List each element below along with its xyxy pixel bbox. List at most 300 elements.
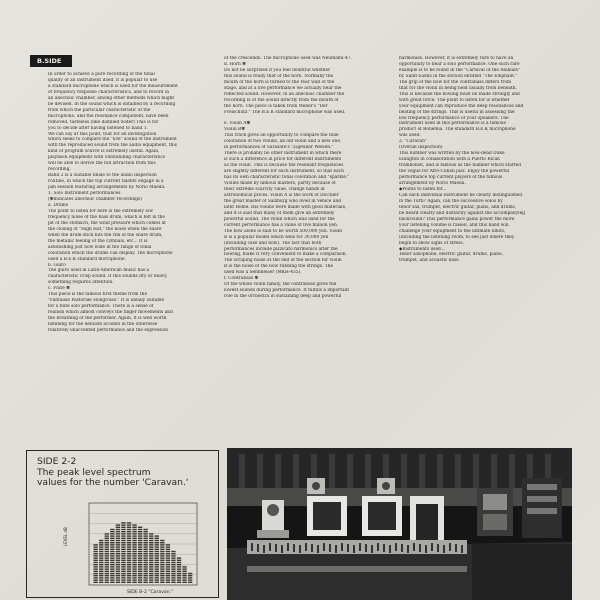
text-line: c. Flute ✽ <box>48 286 70 292</box>
spectrum-segment <box>110 540 114 541</box>
spectrum-segment <box>166 577 170 578</box>
spectrum-segment <box>160 568 164 569</box>
spectrum-segment <box>127 582 131 583</box>
spectrum-segment <box>127 564 131 565</box>
spectrum-segment <box>99 582 103 583</box>
text-line: tenor sax, trumpet, electric guitar, piano, and drums, <box>399 204 517 210</box>
text-line: e. Violin A✽ <box>224 121 251 127</box>
spectrum-segment <box>155 564 159 565</box>
console-fader <box>347 544 349 552</box>
spectrum-segment <box>105 533 109 534</box>
spectrum-segment <box>110 568 114 569</box>
spectrum-segment <box>132 582 136 583</box>
spectrum-segment <box>144 560 148 561</box>
text-line: with great force. The point to listen for is whether <box>399 97 510 103</box>
spectrum-segment <box>138 560 142 561</box>
spectrum-segment <box>121 560 125 561</box>
spectrum-segment <box>99 568 103 569</box>
spectrum-segment <box>127 575 131 576</box>
spectrum-segment <box>132 560 136 561</box>
text-line: playback equipment with outstanding characteristics <box>48 155 166 161</box>
spectrum-segment <box>138 546 142 547</box>
spectrum-segment <box>149 575 153 576</box>
spectrum-segment <box>144 579 148 580</box>
console-fader <box>425 545 427 553</box>
spectrum-segment <box>177 568 181 569</box>
spectrum-segment <box>110 535 114 536</box>
spectrum-segment <box>166 573 170 574</box>
panel-title-line2: The peak level spectrum <box>37 466 151 478</box>
spectrum-segment <box>99 560 103 561</box>
text-line: Violin B✽ <box>224 127 245 133</box>
spectrum-segment <box>160 542 164 543</box>
spectrum-segment <box>149 551 153 552</box>
spectrum-segment <box>155 544 159 545</box>
spectrum-segment <box>99 549 103 550</box>
spectrum-segment <box>105 549 109 550</box>
spectrum-segment <box>166 562 170 563</box>
text-line: has its own characteristic tonal coloration and "sparkle." <box>224 175 350 181</box>
text-line: coloration which the drums can display. The microphone <box>48 250 173 256</box>
spectrum-segment <box>160 571 164 572</box>
text-line: arrangement by Norio Maeda. <box>399 181 466 187</box>
text-line: relatively unaccented performance and the expression <box>48 327 169 333</box>
spectrum-segment <box>99 575 103 576</box>
spectrum-segment <box>155 573 159 574</box>
console-fader <box>329 544 331 552</box>
spectrum-segment <box>144 564 148 565</box>
spectrum-segment <box>105 560 109 561</box>
console-fader <box>359 543 361 551</box>
console-fader <box>371 545 373 553</box>
text-line: with the reproduced sound from the audio equipment, this <box>48 143 178 149</box>
text-line: microphone, and the resonance component, have been <box>48 113 169 119</box>
spectrum-segment <box>121 577 125 578</box>
spectrum-segment <box>138 579 142 580</box>
text-line: This track gives an opportunity to compare the tone <box>224 133 339 139</box>
text-line: used a B.E.K standard microphone. <box>48 256 126 262</box>
spectrum-segment <box>188 579 192 580</box>
spectrum-segment <box>171 560 175 561</box>
spectrum-segment <box>138 564 142 565</box>
spectrum-segment <box>116 582 120 583</box>
text-line: In order to achieve a pure recording of the tonal <box>48 72 155 77</box>
spectrum-segment <box>182 573 186 574</box>
graph-caption: SIDE B-2 "Caravan." <box>127 590 174 595</box>
text-line: recording is of the sound directly from the mouth of <box>224 97 339 103</box>
spectrum-segment <box>121 579 125 580</box>
spectrum-segment <box>132 564 136 565</box>
spectrum-segment <box>132 535 136 536</box>
spectrum-segment <box>149 566 153 567</box>
spectrum-segment <box>99 546 103 547</box>
spectrum-segment <box>149 553 153 554</box>
spectrum-segment <box>99 544 103 545</box>
spectrum-segment <box>132 553 136 554</box>
console-fader <box>263 545 265 553</box>
spectrum-segment <box>155 575 159 576</box>
text-line: the great master of Salzburg who lived in Venice and <box>224 198 341 204</box>
spectrum-segment <box>155 562 159 563</box>
spectrum-segment <box>149 544 153 545</box>
spectrum-segment <box>127 555 131 556</box>
text-line: recording. <box>48 167 71 173</box>
spectrum-segment <box>127 544 131 545</box>
text-line: your equipment can reproduce the deep resonances and <box>399 103 524 109</box>
spectrum-segment <box>138 544 142 545</box>
console-fader <box>275 544 277 552</box>
spectrum-segment <box>171 568 175 569</box>
console-fader <box>413 543 415 551</box>
text-line: The scraping noise at the end of the section for violin <box>224 258 342 264</box>
spectrum-segment <box>121 553 125 554</box>
spectrum-segment <box>166 544 170 545</box>
console-fader <box>407 545 409 553</box>
text-line: Do not be surprised if you feel doubtful whether <box>224 67 331 73</box>
console-fader <box>377 543 379 551</box>
text-line: is such a difference in price for different instruments <box>224 157 342 163</box>
spectrum-segment <box>116 544 120 545</box>
spectrum-segment <box>155 549 159 550</box>
text-line: realism which almost conveys the finger movements and <box>48 310 173 316</box>
text-line: f. Contrabass ✽ <box>224 276 259 282</box>
spectrum-segment <box>144 549 148 550</box>
console-fader <box>323 543 325 551</box>
spectrum-segment <box>138 531 142 532</box>
spectrum-segment <box>116 527 120 528</box>
spectrum-segment <box>138 549 142 550</box>
spectrum-segment <box>99 562 103 563</box>
spectrum-segment <box>110 533 114 534</box>
spectrum-segment <box>166 555 170 556</box>
spectrum-segment <box>121 529 125 530</box>
spectrum-segment <box>138 540 142 541</box>
spectrum-segment <box>110 531 114 532</box>
spectrum-segment <box>177 571 181 572</box>
spectrum-segment <box>144 542 148 543</box>
text-line: The grip of the bow for the contrabass differs from <box>399 79 512 85</box>
spectrum-segment <box>116 555 120 556</box>
panel-title-line1: SIDE 2-2 <box>37 456 77 467</box>
spectrum-segment <box>138 551 142 552</box>
spectrum-segment <box>110 566 114 567</box>
console-fader <box>365 544 367 552</box>
spectrum-segment <box>121 522 125 523</box>
spectrum-segment <box>105 568 109 569</box>
text-line: lowest sounds during performance. It fulfills a important <box>224 288 350 294</box>
graph-y-label: LEVEL dB <box>63 527 68 546</box>
spectrum-segment <box>132 571 136 572</box>
console-fader <box>449 543 451 551</box>
text-line: d. Horn ✽ <box>224 61 246 67</box>
spectrum-segment <box>116 564 120 565</box>
spectrum-segment <box>177 579 181 580</box>
spectrum-segment <box>171 557 175 558</box>
spectrum-segment <box>116 575 120 576</box>
spectrum-segment <box>99 571 103 572</box>
text-line: We can say at this point, that for an investigation <box>48 131 157 137</box>
text-line: used was a Sennheiser (MKH-435). <box>224 270 302 276</box>
spectrum-segment <box>144 566 148 567</box>
text-line: which seeks to compare the "live" sound of the instrument <box>48 137 177 143</box>
spectrum-segment <box>94 562 98 563</box>
spectrum-segment <box>127 562 131 563</box>
spectrum-segment <box>105 582 109 583</box>
console-fader <box>299 545 301 553</box>
spectrum-segment <box>149 549 153 550</box>
text-line: of the crescendo. The microphone used was Neumann-47. <box>224 56 352 61</box>
text-line: this sound is really that of the horn. Normally the <box>224 73 334 79</box>
spectrum-segment <box>110 573 114 574</box>
text-line: something requires attention. <box>48 280 114 286</box>
text-line: ◆Instruments used... <box>399 246 445 252</box>
text-line: b. Guiro <box>48 262 66 268</box>
text-line: backround? This performance gains power the more <box>399 216 515 222</box>
spectrum-segment <box>121 542 125 543</box>
console-fader <box>455 544 457 552</box>
spectrum-segment <box>138 573 142 574</box>
console-fader <box>395 543 397 551</box>
spectrum-segment <box>121 564 125 565</box>
text-line: Can each individual instrument be clearly distinguished <box>399 192 523 198</box>
spectrum-segment <box>132 557 136 558</box>
text-line: of frequency response characteristics, and to record in <box>48 89 170 95</box>
console-fader <box>461 545 463 553</box>
text-line: powerful sound. The violin which was used for the <box>224 216 335 222</box>
spectrum-segment <box>160 555 164 556</box>
text-line: the breathing of the performer. Again, it is well worth <box>48 316 167 322</box>
text-line: performances include pizzicato harmonics after the <box>224 246 338 252</box>
spectrum-segment <box>138 538 142 539</box>
spectrum-segment <box>138 557 142 558</box>
spectrum-segment <box>132 575 136 576</box>
text-line: reflected sound. However, in an anechoic chamber the <box>224 91 345 97</box>
spectrum-segment <box>105 555 109 556</box>
spectrum-segment <box>132 524 136 525</box>
text-line: your listening volume is raised, and this band will <box>399 222 509 228</box>
spectrum-segment <box>138 535 142 536</box>
spectrum-segment <box>94 564 98 565</box>
spectrum-segment <box>160 577 164 578</box>
spectrum-segment <box>94 566 98 567</box>
text-line: instrument used in this performance is a famous <box>399 121 506 127</box>
studio-photo <box>227 448 572 600</box>
console-fader <box>443 545 445 553</box>
spectrum-segment <box>177 582 181 583</box>
text-line: 1. Solo instrument performances <box>48 191 121 197</box>
spectrum-segment <box>138 582 142 583</box>
spectrum-segment <box>116 553 120 554</box>
spectrum-segment <box>99 564 103 565</box>
text-line: the horn. The piece is taken from Weber's "Der <box>224 103 328 109</box>
spectrum-segment <box>116 535 120 536</box>
spectrum-segment <box>127 553 131 554</box>
spectrum-segment <box>110 571 114 572</box>
spectrum-segment <box>171 564 175 565</box>
spectrum-segment <box>132 549 136 550</box>
spectrum-segment <box>127 568 131 569</box>
spectrum-segment <box>127 522 131 523</box>
spectrum-segment <box>127 531 131 532</box>
spectrum-segment <box>166 549 170 550</box>
console-fader <box>311 544 313 552</box>
spectrum-segment <box>105 540 109 541</box>
spectrum-segment <box>166 571 170 572</box>
text-line: (Overall inspection) <box>399 145 443 151</box>
spectrum-segment <box>105 538 109 539</box>
text-line: when the drum-stick hits the rim of the snare drum, <box>48 232 163 238</box>
console-fader <box>317 545 319 553</box>
spectrum-segment <box>177 564 181 565</box>
spectrum-segment <box>132 566 136 567</box>
spectrum-segment <box>110 529 114 530</box>
spectrum-segment <box>155 571 159 572</box>
spectrum-segment <box>138 527 142 528</box>
spectrum-segment <box>116 557 120 558</box>
spectrum-segment <box>177 557 181 558</box>
spectrum-segment <box>110 562 114 563</box>
spectrum-segment <box>110 538 114 539</box>
graph-grid <box>89 513 197 575</box>
text-column-3 <box>399 56 563 264</box>
spectrum-segment <box>127 551 131 552</box>
text-line: trombonist, and is famous as the number which started <box>399 163 521 169</box>
spectrum-segment <box>155 542 159 543</box>
text-line: (✽Indicates anechoic chamber recordings) <box>48 197 142 203</box>
spectrum-segment <box>121 575 125 576</box>
text-line: begin to show signs of stress. <box>399 240 464 246</box>
text-line: in performances of Sarasate's "Zigeuner Weisen." <box>224 145 334 151</box>
spectrum-segment <box>132 527 136 528</box>
spectrum-segment <box>144 551 148 552</box>
spectrum-segment <box>144 582 148 583</box>
text-line: in the Tutti? Again, can the successive solos by <box>399 198 503 204</box>
console-fader <box>269 543 271 551</box>
spectrum-segment <box>171 562 175 563</box>
spectrum-segment <box>149 571 153 572</box>
spectrum-segment <box>132 529 136 530</box>
text-line: stage, and at a live performance we actually hear the <box>224 85 342 91</box>
spectrum-segment <box>182 577 186 578</box>
spectrum-segment <box>138 562 142 563</box>
text-line: from which the particular characteristic of the <box>48 107 151 113</box>
spectrum-segment <box>94 582 98 583</box>
text-line: mouth of the horn is turned to the rear wall of the <box>224 79 335 85</box>
spectrum-segment <box>105 564 109 565</box>
text-line: you to decide after having listened to band 1. <box>48 125 148 131</box>
spectrum-segment <box>155 535 159 536</box>
spectrum-segment <box>116 546 120 547</box>
spectrum-segment <box>149 560 153 561</box>
spectrum-segment <box>105 562 109 563</box>
spectrum-segment <box>149 557 153 558</box>
spectrum-segment <box>127 573 131 574</box>
text-line: example is to be found in the "Carnival of the Animals" <box>399 67 520 73</box>
spectrum-segment <box>110 582 114 583</box>
spectrum-segment <box>171 577 175 578</box>
spectrum-segment <box>132 562 136 563</box>
console-fader <box>335 545 337 553</box>
spectrum-segment <box>116 551 120 552</box>
spectrum-segment <box>166 568 170 569</box>
spectrum-segment <box>116 568 120 569</box>
console-fader <box>251 543 253 551</box>
spectrum-segment <box>144 533 148 534</box>
spectrum-segment <box>127 560 131 561</box>
spectrum-segment <box>132 568 136 569</box>
spectrum-segment <box>182 582 186 583</box>
spectrum-segment <box>177 573 181 574</box>
spectrum-segment <box>171 555 175 556</box>
spectrum-segment <box>105 557 109 558</box>
spectrum-segment <box>188 577 192 578</box>
spectrum-segment <box>99 542 103 543</box>
spectrum-segment <box>155 566 159 567</box>
spectrum-segment <box>110 553 114 554</box>
text-line: jam session featuring arrangements by Norio Maeda. <box>48 185 166 191</box>
console-fader <box>389 545 391 553</box>
spectrum-segment <box>144 535 148 536</box>
spectrum-segment <box>144 544 148 545</box>
console-fader <box>431 543 433 551</box>
spectrum-segment <box>121 524 125 525</box>
spectrum-segment <box>160 562 164 563</box>
text-line: trumpet, and acoustic bass. <box>399 258 460 264</box>
spectrum-segment <box>116 579 120 580</box>
spectrum-segment <box>144 555 148 556</box>
spectrum-segment <box>160 549 164 550</box>
spectrum-segment <box>160 540 164 541</box>
spectrum-segment <box>144 575 148 576</box>
spectrum-segment <box>116 577 120 578</box>
spectrum-segment <box>127 538 131 539</box>
spectrum-segment <box>116 566 120 567</box>
spectrum-segment <box>132 546 136 547</box>
console-fader <box>293 544 295 552</box>
spectrum-segment <box>116 531 120 532</box>
text-line: kind of program source is extremely useful. Again, <box>48 149 160 155</box>
spectrum-segment <box>149 564 153 565</box>
text-line: bowing, make it very convenient to make a comparison. <box>224 252 347 258</box>
spectrum-segment <box>132 533 136 534</box>
spectrum-segment <box>166 579 170 580</box>
spectrum-segment <box>155 557 159 558</box>
spectrum-segment <box>127 571 131 572</box>
text-line: for a flute solo performance. There is a sense of <box>48 304 154 310</box>
spectrum-segment <box>160 582 164 583</box>
spectrum-segment <box>149 533 153 534</box>
text-line: as the violin. This is because the resonant frequencies <box>224 163 344 169</box>
spectrum-segment <box>144 562 148 563</box>
spectrum-segment <box>149 555 153 556</box>
text-line: challenge your equipment to the ultimate limits, <box>399 228 506 234</box>
spectrum-segment <box>149 562 153 563</box>
text-line: "Fantaisie Pastorale Hongroise." It is ideally suitable <box>48 298 165 304</box>
text-line: The guiro used in Latin-American music has a <box>48 268 150 274</box>
console-fader <box>287 543 289 551</box>
console-fader <box>281 545 283 553</box>
spectrum-segment <box>149 573 153 574</box>
spectrum-segment <box>144 540 148 541</box>
spectrum-segment <box>166 566 170 567</box>
text-line: This number was written by the now-dead Duke <box>399 151 505 157</box>
spectrum-segment <box>110 544 114 545</box>
spectrum-segment <box>155 540 159 541</box>
spectrum-segment <box>171 566 175 567</box>
spectrum-segment <box>171 553 175 554</box>
spectrum-segment <box>138 566 142 567</box>
spectrum-segment <box>166 582 170 583</box>
